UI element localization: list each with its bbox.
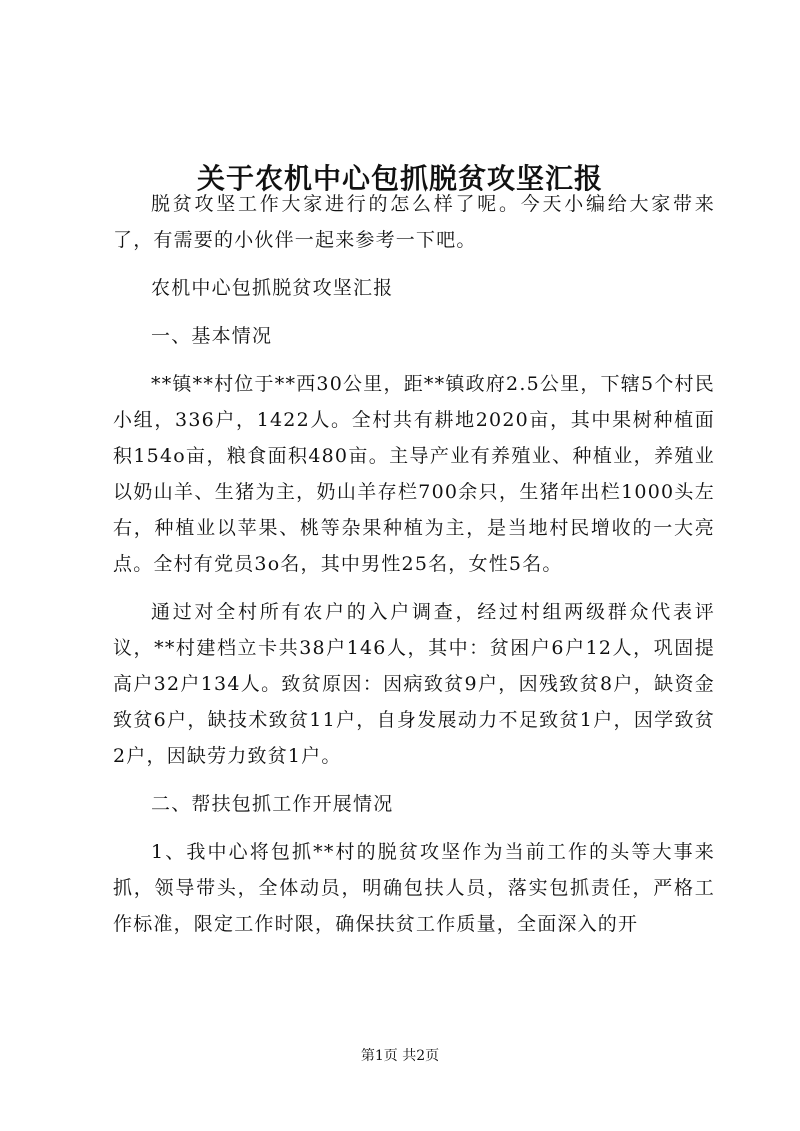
- assistance-paragraph: 1、我中心将包抓**村的脱贫攻坚作为当前工作的头等大事来抓，领导带头，全体动员，明确包扶人员，落实包抓责任，严格工作标准，限定工作时限，确保扶贫工作质量，全面深入的开: [113, 841, 715, 935]
- report-heading: 农机中心包抓脱贫攻坚汇报: [151, 277, 394, 299]
- section-heading-assistance: 二、帮扶包抓工作开展情况: [151, 793, 394, 815]
- intro-paragraph: 脱贫攻坚工作大家进行的怎么样了呢。今天小编给大家带来了，有需要的小伙伴一起来参考一下吧。: [113, 193, 715, 251]
- page-footer: 第1页 共2页: [360, 1048, 440, 1064]
- survey-paragraph: 通过对全村所有农户的入户调查，经过村组两级群众代表评议，**村建档立卡共38户146人，其中：贫困户6户12人，巩固提高户32户134人。致贫原因：因病致贫9户，因残致贫8户，缺资金致贫6户，缺技术致贫11户，自身发展动力不足致贫1户，因学致贫2户，因缺劳力致贫1户。: [113, 601, 715, 767]
- basic-situation-paragraph: **镇**村位于**西30公里，距**镇政府2.5公里，下辖5个村民小组，336户，1422人。全村共有耕地2020亩，其中果树种植面积154o亩，粮食面积480亩。主导产业有养殖业、种植业，养殖业以奶山羊、生猪为主，奶山羊存栏700余只，生猪年出栏1000头左右，种植业以苹果、桃等杂果种植为主，是当地村民增收的一大亮点。全村有党员3o名，其中男性25名，女性5名。: [113, 373, 715, 575]
- section-heading-basic-situation: 一、基本情况: [151, 325, 273, 347]
- document-title: 关于农机中心包抓脱贫攻坚汇报: [196, 161, 603, 195]
- document-body: [113, 186, 715, 942]
